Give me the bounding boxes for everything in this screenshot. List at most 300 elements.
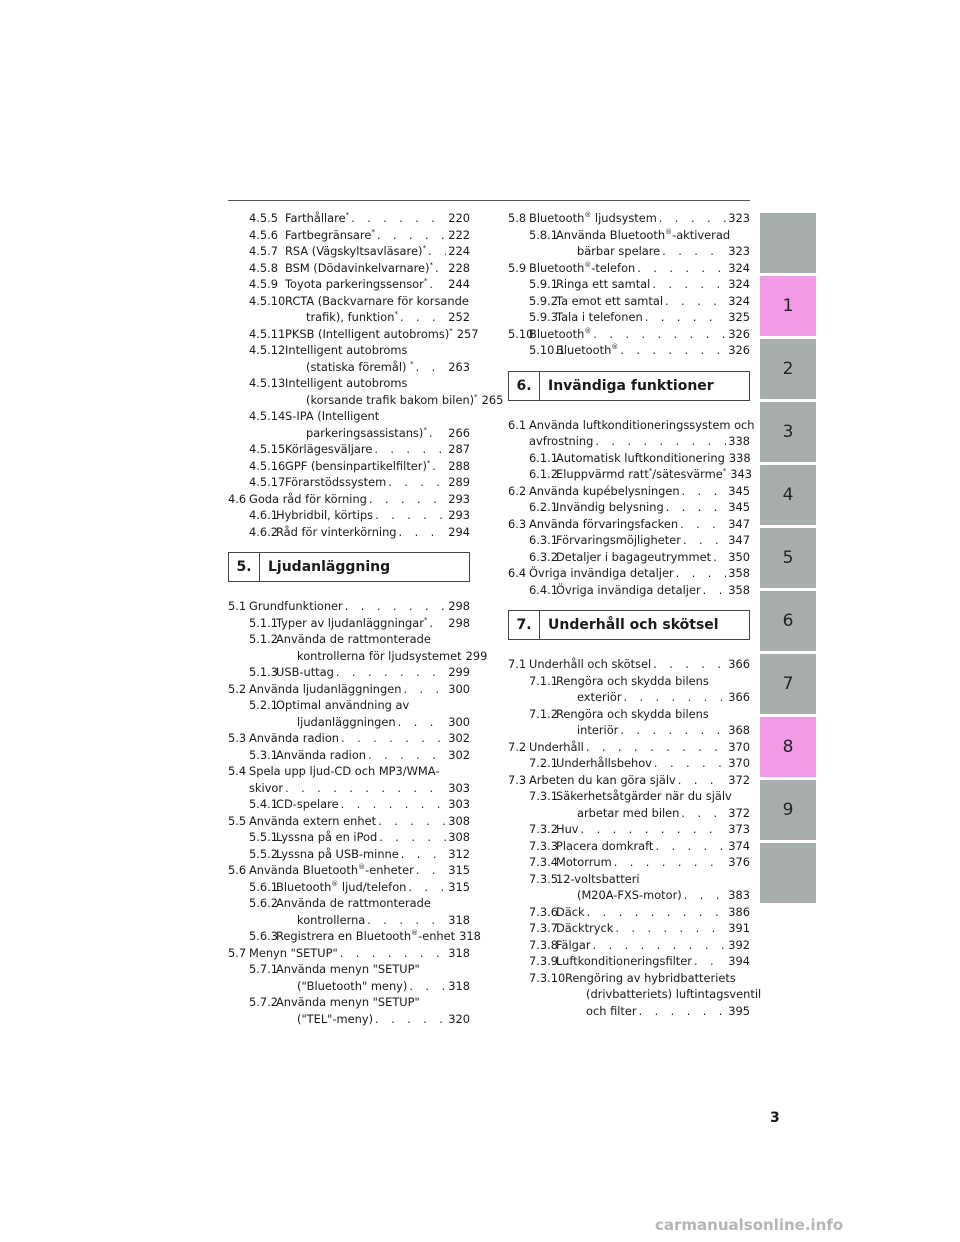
- dot-leader: [429, 425, 446, 442]
- toc-entry-title: Intelligent autobroms: [285, 343, 408, 357]
- dot-leader: [428, 243, 446, 260]
- toc-entry-line: [529, 532, 750, 549]
- toc-entry: [508, 970, 762, 1020]
- toc-entry: [508, 293, 750, 310]
- toc-entry-title: Förarstödssystem: [285, 475, 387, 489]
- toc-entry-line: [228, 598, 470, 615]
- dot-leader: [341, 796, 447, 813]
- section-number: 5.: [229, 553, 260, 581]
- chapter-tabs: [760, 213, 816, 906]
- toc-entry-number: 6.1.1: [529, 450, 558, 465]
- chapter-tab-4[interactable]: 4: [760, 465, 816, 525]
- toc-entry-line: [529, 953, 750, 970]
- toc-entry-title: arbetar med bilen: [577, 805, 680, 820]
- toc-entry: [508, 772, 750, 789]
- toc-entry-number: 7.1.2: [529, 706, 558, 721]
- toc-entry-line: [508, 483, 750, 500]
- toc-entry-number: 5.8: [508, 211, 527, 225]
- dot-leader: [662, 243, 726, 260]
- toc-entry: [228, 994, 470, 1027]
- toc-entry-number: 5.7.2: [249, 995, 278, 1009]
- toc-entry: [228, 862, 470, 879]
- toc-entry-title: Typer av ljudanläggningar*: [276, 615, 428, 630]
- dot-leader: [713, 549, 726, 566]
- toc-entry: [228, 730, 470, 747]
- toc-entry-line: [249, 631, 470, 648]
- toc-entry-page: 372: [728, 805, 750, 820]
- toc-entry-title: Fartbegränsare*: [285, 227, 375, 242]
- toc-entry: [508, 227, 750, 260]
- toc-entry-title: Intelligent autobroms: [285, 376, 408, 390]
- toc-entry-page: 347: [728, 533, 750, 547]
- toc-entry-line: [249, 458, 470, 475]
- dot-leader: [593, 326, 726, 343]
- section-header-7: [508, 610, 750, 640]
- toc-entry-page: 302: [448, 747, 470, 762]
- toc-entry-line: [508, 326, 750, 343]
- toc-entry: [228, 260, 470, 277]
- toc-entry-line: [228, 813, 470, 830]
- toc-entry-page: 350: [728, 549, 750, 564]
- toc-entry-title: Bluetooth®: [529, 326, 592, 341]
- toc-entry-continuation: [228, 780, 470, 797]
- toc-entry-title: Använda Bluetooth®-aktiverad: [556, 227, 731, 242]
- section-title: Ljudanläggning: [268, 559, 391, 575]
- toc-entry-page: 315: [448, 863, 470, 877]
- dot-leader: [416, 359, 447, 376]
- toc-entry-page: 324: [728, 260, 750, 275]
- toc-entry: [508, 706, 750, 739]
- dot-leader: [341, 730, 446, 747]
- toc-entry-title: Använda de rattmonterade: [276, 632, 431, 646]
- toc-entry-number: 4.6.1: [249, 508, 278, 522]
- toc-entry: [228, 846, 470, 863]
- toc-entry-line: [508, 210, 750, 227]
- toc-entry-page: 395: [728, 1003, 750, 1018]
- toc-entry: [508, 466, 753, 483]
- toc-entry: [508, 549, 750, 566]
- toc-entry-number: 4.5.10: [249, 293, 286, 308]
- dot-leader: [285, 780, 446, 797]
- toc-entry-title: ljudanläggningen: [297, 714, 396, 729]
- toc-group: [228, 598, 488, 1027]
- toc-entry: [228, 598, 470, 615]
- toc-entry-page: 312: [448, 846, 470, 861]
- toc-entry-title: avfrostning: [529, 434, 594, 448]
- toc-entry-page: 293: [448, 491, 470, 506]
- toc-entry-title: Spela upp ljud-CD och MP3/WMA-: [249, 764, 440, 778]
- toc-entry-title: Bluetooth® ljud/telefon: [276, 879, 407, 894]
- dot-leader: [429, 276, 446, 293]
- toc-entry-number: 7.3.10: [529, 970, 566, 985]
- toc-entry-line: [529, 755, 750, 772]
- toc-entry-page: 358: [728, 582, 750, 597]
- toc-entry-number: 5.4.1: [249, 797, 278, 811]
- toc-entry-title: Använda Bluetooth®-enheter: [249, 863, 414, 877]
- dot-leader: [379, 829, 446, 846]
- toc-entry-line: [529, 227, 750, 244]
- toc-entry-page: 338: [728, 434, 750, 448]
- toc-entry: [228, 326, 479, 343]
- dot-leader: [653, 656, 726, 673]
- toc-entry-page: 320: [448, 1011, 470, 1026]
- toc-entry-line: [249, 829, 470, 846]
- toc-entry-line: [249, 524, 470, 541]
- toc-entry-page: 370: [728, 756, 750, 770]
- toc-entry-title: Goda råd för körning: [249, 491, 367, 506]
- toc-entry-title: interiör: [577, 723, 619, 737]
- toc-entry: [228, 615, 470, 632]
- toc-entry: [228, 895, 470, 928]
- toc-entry-number: 4.5.14: [249, 409, 286, 423]
- toc-entry-line: [529, 838, 750, 855]
- toc-entry-title: Säkerhetsåtgärder när du själv: [556, 789, 732, 803]
- dot-leader: [587, 904, 727, 921]
- toc-entry-title: Rengöra och skydda bilens: [556, 673, 709, 688]
- toc-entry: [228, 697, 470, 730]
- toc-entry-line: [529, 276, 750, 293]
- toc-entry-line: [508, 656, 750, 673]
- section-number: 7.: [509, 611, 540, 639]
- dot-leader: [369, 491, 446, 508]
- dot-leader: [620, 342, 726, 359]
- toc-entry-page: 289: [448, 475, 470, 489]
- toc-entry-continuation: [249, 912, 470, 929]
- toc-entry-line: [228, 730, 470, 747]
- dot-leader: [655, 838, 726, 855]
- chapter-tab-1[interactable]: 1: [760, 276, 816, 336]
- toc-entry-title: USB-uttag: [276, 665, 334, 679]
- toc-entry-line: [529, 549, 750, 566]
- toc-group: [508, 656, 762, 1019]
- toc-entry: [228, 879, 470, 896]
- toc-entry-number: 6.4.1: [529, 582, 558, 597]
- toc-entry-page: 228: [448, 260, 470, 275]
- toc-entry-page: 303: [448, 797, 470, 811]
- toc-entry-number: 4.5.9: [249, 277, 278, 291]
- toc-entry-number: 4.5.11: [249, 326, 286, 341]
- toc-entry-title: Däcktryck: [556, 921, 614, 935]
- toc-entry-line: [249, 994, 470, 1011]
- toc-entry-line: [249, 276, 470, 293]
- dot-leader: [374, 441, 446, 458]
- toc-entry: [508, 483, 750, 500]
- toc-entry-line: [228, 763, 470, 780]
- dot-leader: [435, 260, 446, 277]
- toc-entry-line: [529, 904, 750, 921]
- dot-leader: [409, 978, 446, 995]
- toc-entry-title: och filter: [586, 1003, 637, 1018]
- toc-entry-number: 6.3: [508, 516, 527, 531]
- toc-entry: [228, 747, 470, 764]
- toc-entry: [228, 243, 470, 260]
- dot-leader: [581, 821, 727, 838]
- chapter-tab-3[interactable]: 3: [760, 402, 816, 462]
- toc-entry: [508, 210, 750, 227]
- toc-entry-title: Ringa ett samtal: [556, 277, 651, 291]
- toc-entry-title: Lyssna på USB-minne: [276, 846, 399, 861]
- toc-entry: [228, 961, 470, 994]
- toc-entry-line: [529, 821, 750, 838]
- toc-entry-title: Använda menyn "SETUP": [276, 995, 420, 1009]
- toc-entry-number: 6.2.1: [529, 500, 558, 514]
- toc-entry-number: 5.6: [228, 863, 247, 877]
- toc-entry-line: [249, 441, 470, 458]
- dot-leader: [637, 260, 726, 277]
- toc-entry-line: [249, 507, 470, 524]
- section-title: Underhåll och skötsel: [548, 617, 719, 633]
- toc-entry-number: 5.1: [228, 599, 247, 613]
- toc-entry-title: Lyssna på en iPod: [276, 830, 378, 844]
- toc-entry-line: [529, 920, 750, 937]
- toc-entry-number: 5.4: [228, 764, 247, 778]
- toc-entry-title: Menyn "SETUP": [249, 945, 338, 960]
- toc-entry-page: 376: [728, 855, 750, 869]
- toc-entry-title: (statiska föremål) *: [306, 359, 414, 374]
- dot-leader: [398, 714, 447, 731]
- toc-entry-title: Använda radion: [249, 731, 340, 745]
- toc-entry-number: 5.9: [508, 260, 527, 275]
- toc-entry-line: [249, 474, 470, 491]
- toc-entry-title: Grundfunktioner: [249, 599, 343, 613]
- toc-entry-continuation: [529, 1003, 750, 1020]
- toc-entry: [508, 450, 750, 467]
- dot-leader: [682, 483, 727, 500]
- toc-entry: [228, 458, 470, 475]
- toc-group: [228, 210, 504, 540]
- toc-entry-number: 4.6: [228, 491, 247, 506]
- toc-entry-page: 324: [728, 293, 750, 308]
- toc-entry-page: 347: [728, 516, 750, 531]
- toc-entry-title: Använda extern enhet: [249, 813, 377, 828]
- toc-entry-continuation: [249, 425, 470, 442]
- toc-entry-line: [529, 466, 753, 483]
- toc-entry-title: Eluppvärmd ratt*/sätesvärme*: [556, 467, 727, 481]
- toc-entry: [508, 516, 750, 533]
- toc-entry: [508, 276, 750, 293]
- toc-entry-number: 5.1.1: [249, 615, 278, 630]
- toc-entry-title: Underhållsbehov: [556, 756, 652, 770]
- toc-entry-title: Rengöring av hybridbatteriets: [565, 970, 736, 985]
- toc-entry-page: 366: [728, 657, 750, 671]
- toc-entry: [508, 838, 750, 855]
- toc-entry-number: 5.1.2: [249, 632, 278, 646]
- toc-entry-number: 7.3.7: [529, 921, 558, 935]
- dot-leader: [659, 210, 726, 227]
- dot-leader: [375, 507, 446, 524]
- toc-entry: [508, 788, 750, 821]
- toc-entry-number: 5.8.1: [529, 227, 558, 242]
- toc-entry-number: 5.2.1: [249, 698, 278, 712]
- toc-entry-page: 343: [730, 467, 753, 481]
- toc-entry-title: 12-voltsbatteri: [556, 871, 640, 886]
- chapter-tab-6[interactable]: 6: [760, 591, 816, 651]
- toc-group: [508, 417, 755, 599]
- watermark: carmanualsonline.info: [655, 1216, 844, 1234]
- toc-entry-line: [529, 499, 750, 516]
- toc-entry: [508, 326, 750, 343]
- toc-entry-page: 345: [728, 500, 750, 514]
- toc-entry-title: parkeringsassistans)*: [306, 425, 427, 440]
- toc-entry-title: Ta emot ett samtal: [556, 293, 664, 308]
- toc-entry-page: 368: [728, 723, 750, 737]
- toc-entry-title: ("TEL"-meny): [297, 1011, 374, 1026]
- toc-entry-continuation: [249, 1011, 470, 1028]
- toc-entry-title: Däck: [556, 904, 585, 919]
- toc-entry-number: 5.7: [228, 945, 247, 960]
- toc-entry-continuation: [529, 986, 762, 1003]
- toc-entry-line: [249, 342, 470, 359]
- toc-entry-line: [508, 739, 750, 756]
- toc-entry-number: 6.4: [508, 566, 527, 580]
- toc-entry: [508, 309, 750, 326]
- toc-entry-line: [228, 862, 470, 879]
- toc-entry-line: [249, 747, 470, 764]
- toc-entry-line: [249, 293, 470, 310]
- toc-entry-line: [249, 796, 470, 813]
- dot-leader: [681, 805, 726, 822]
- toc-entry-title: kontrollerna för ljudsystemet: [297, 648, 462, 663]
- toc-entry-number: 5.9.3: [529, 310, 558, 324]
- toc-entry-number: 5.5.2: [249, 846, 278, 861]
- toc-entry-number: 7.1: [508, 657, 527, 671]
- toc-entry-page: 386: [728, 904, 750, 919]
- toc-entry-number: 5.5.1: [249, 830, 278, 844]
- toc-entry-page: 358: [728, 566, 750, 580]
- toc-entry-line: [529, 706, 750, 723]
- toc-entry-continuation: [249, 978, 470, 995]
- toc-entry-number: 5.1.3: [249, 665, 278, 679]
- toc-entry-number: 4.5.17: [249, 475, 286, 489]
- toc-entry-continuation: [529, 805, 750, 822]
- dot-leader: [684, 887, 727, 904]
- dot-leader: [351, 210, 446, 227]
- toc-entry-line: [249, 664, 470, 681]
- toc-entry-line: [249, 326, 479, 343]
- toc-entry-title: ("Bluetooth" meny): [297, 978, 408, 993]
- toc-entry-number: 7.3.3: [529, 838, 558, 853]
- toc-entry-title: RSA (Vägskyltsavläsare)*: [285, 244, 426, 258]
- toc-entry-line: [249, 928, 481, 945]
- toc-entry-number: 6.2: [508, 483, 527, 498]
- chapter-tab-9[interactable]: 9: [760, 780, 816, 840]
- toc-entry-line: [529, 673, 750, 690]
- toc-entry-title: Övriga invändiga detaljer: [529, 566, 674, 580]
- toc-entry-page: 263: [448, 359, 470, 374]
- toc-entry-title: RCTA (Backvarnare för korsande: [285, 293, 469, 308]
- toc-entry: [508, 953, 750, 970]
- chapter-tab-8[interactable]: 8: [760, 717, 816, 777]
- chapter-tab[interactable]: [760, 843, 816, 903]
- dot-leader: [416, 862, 446, 879]
- toc-entry-page: 326: [728, 343, 750, 357]
- toc-entry-line: [508, 565, 750, 582]
- toc-entry-page: 302: [448, 731, 470, 745]
- toc-entry-page: 325: [728, 310, 750, 324]
- toc-entry: [508, 499, 750, 516]
- toc-entry-number: 4.5.6: [249, 227, 278, 242]
- dot-leader: [694, 953, 726, 970]
- toc-entry-title: Motorrum: [556, 855, 612, 869]
- toc-entry-number: 5.10.1: [529, 343, 566, 357]
- dot-leader: [620, 722, 726, 739]
- toc-entry-line: [508, 516, 750, 533]
- toc-entry-title: Råd för vinterkörning: [276, 524, 397, 539]
- toc-entry-title: Bluetooth®-telefon: [529, 260, 636, 275]
- toc-entry-continuation: [508, 433, 750, 450]
- toc-entry: [508, 920, 750, 937]
- toc-entry: [228, 276, 470, 293]
- toc-entry-page: 318: [448, 978, 470, 993]
- toc-entry-title: Automatisk luftkonditionering: [556, 450, 725, 465]
- toc-entry-page: 324: [728, 277, 750, 291]
- toc-entry-title: Arbeten du kan göra själv: [529, 772, 676, 787]
- toc-entry: [228, 293, 470, 326]
- dot-leader: [388, 474, 446, 491]
- toc-entry-number: 4.5.15: [249, 442, 286, 456]
- toc-entry-page: 338: [728, 450, 751, 465]
- toc-entry-title: Tala i telefonen: [556, 310, 643, 324]
- toc-entry-number: 7.3.9: [529, 954, 558, 968]
- toc-entry-title: Använda radion: [276, 747, 367, 762]
- dot-leader: [375, 1011, 446, 1028]
- toc-entry-line: [249, 879, 470, 896]
- toc-entry-line: [249, 895, 470, 912]
- dot-leader: [429, 615, 446, 632]
- toc-entry: [228, 928, 481, 945]
- toc-entry-page: 252: [448, 310, 470, 324]
- toc-entry-number: 7.2: [508, 739, 527, 754]
- toc-entry: [228, 342, 470, 375]
- toc-entry: [508, 582, 750, 599]
- chapter-tab-5[interactable]: 5: [760, 528, 816, 588]
- toc-entry-line: [249, 697, 470, 714]
- toc-right-column: [508, 210, 762, 1019]
- toc-entry: [228, 507, 470, 524]
- chapter-tab-7[interactable]: 7: [760, 654, 816, 714]
- toc-entry-page: 298: [448, 599, 470, 613]
- toc-entry-line: [249, 615, 470, 632]
- toc-entry-number: 5.9.1: [529, 277, 558, 291]
- dot-leader: [595, 433, 726, 450]
- toc-entry-page: 308: [448, 830, 470, 844]
- toc-entry: [508, 755, 750, 772]
- chapter-tab-2[interactable]: 2: [760, 339, 816, 399]
- toc-entry-page: 287: [448, 442, 470, 456]
- toc-entry: [228, 375, 504, 408]
- toc-entry-line: [249, 846, 470, 863]
- chapter-tab[interactable]: [760, 213, 816, 273]
- toc-entry-title: Använda de rattmonterade: [276, 896, 431, 910]
- toc-entry-number: 5.7.1: [249, 962, 278, 976]
- toc-entry: [228, 491, 470, 508]
- toc-entry-page: 244: [448, 277, 470, 291]
- toc-entry-title: Underhåll och skötsel: [529, 657, 652, 671]
- toc-entry-number: 5.10: [508, 326, 534, 341]
- toc-entry-page: 323: [728, 244, 750, 258]
- toc-entry-number: 7.3.6: [529, 904, 558, 919]
- toc-entry-title: Använda ljudanläggningen: [249, 681, 402, 696]
- toc-entry-line: [529, 293, 750, 310]
- toc-entry-page: 266: [448, 425, 470, 440]
- toc-entry-page: 374: [728, 838, 750, 853]
- toc-entry-number: 4.5.7: [249, 244, 278, 258]
- toc-entry-number: 7.3.5: [529, 871, 558, 886]
- toc-entry: [228, 763, 470, 796]
- toc-entry-title: bärbar spelare: [577, 244, 661, 258]
- toc-entry-number: 4.5.12: [249, 343, 286, 357]
- toc-entry-page: 222: [448, 227, 470, 242]
